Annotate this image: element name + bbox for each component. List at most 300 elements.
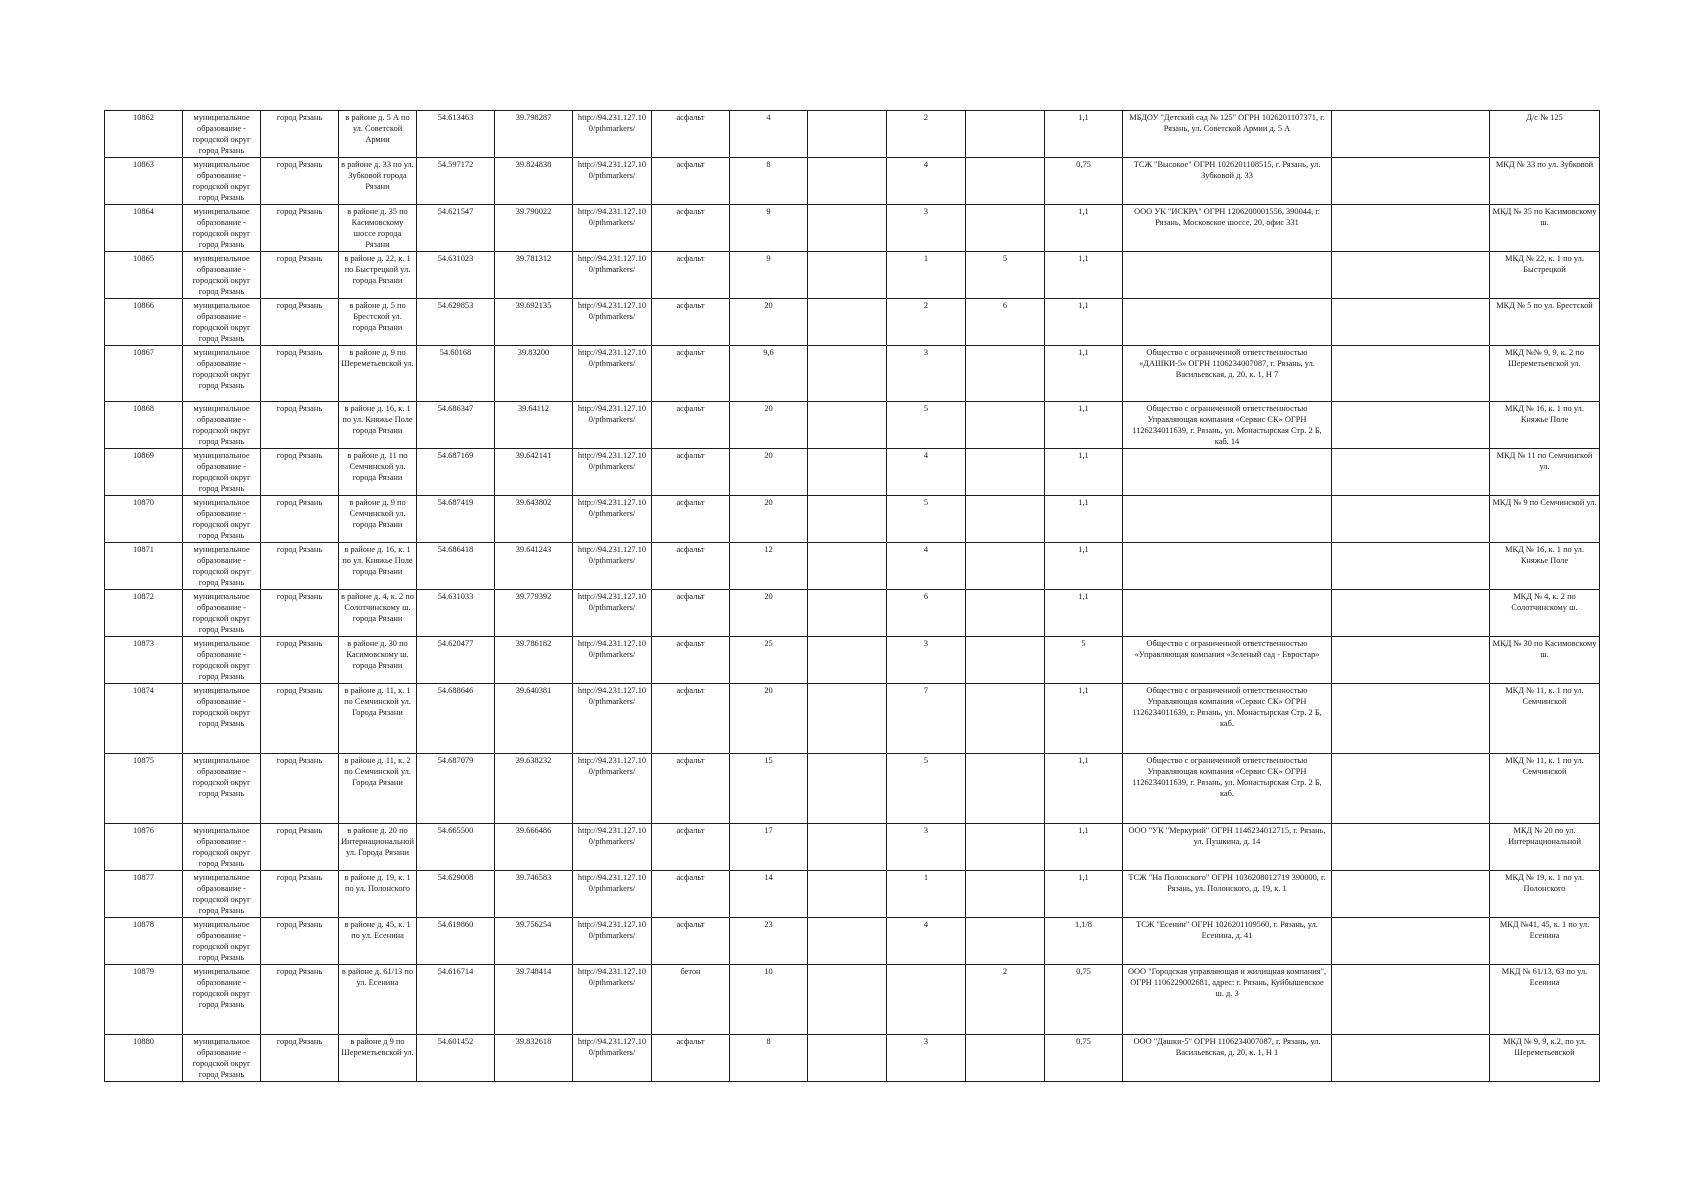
cell-owner <box>1123 449 1332 496</box>
table-row <box>105 965 1600 1035</box>
cell-id: 10867 <box>105 346 183 402</box>
cell-id: 10875 <box>105 754 183 824</box>
cell-address: в районе д. 30 по Касимовскому ш. города Рязани <box>339 637 417 684</box>
cell-source: МКД № 4, к. 2 по Солотчинскому ш. <box>1490 590 1600 637</box>
cell-id: 10879 <box>105 965 183 1035</box>
cell-col11: 5 <box>887 402 966 449</box>
cell-longitude: 39.692135 <box>495 299 573 346</box>
cell-col13: 5 <box>1045 637 1123 684</box>
cell-longitude: 39.642141 <box>495 449 573 496</box>
cell-id: 10874 <box>105 684 183 754</box>
cell-city: город Рязань <box>261 299 339 346</box>
table-row <box>105 402 1600 449</box>
cell-owner <box>1123 496 1332 543</box>
cell-col10 <box>808 918 887 965</box>
cell-address: в районе д. 5 по Брестской ул. города Рязани <box>339 299 417 346</box>
cell-longitude: 39.781312 <box>495 252 573 299</box>
cell-col12 <box>966 824 1045 871</box>
cell-id: 10863 <box>105 158 183 205</box>
cell-source: МКД № 11 по Семчинской ул. <box>1490 449 1600 496</box>
cell-address: в районе д. 9 по Шереметьевской ул. <box>339 346 417 402</box>
cell-municipality: муниципальное образование - городской округ город Рязань <box>183 754 261 824</box>
table-row <box>105 1035 1600 1082</box>
cell-address: в районе д. 20 по Интернациональной ул. Города Рязани <box>339 824 417 871</box>
cell-source: МКД №41, 45, к. 1 по ул. Есенина <box>1490 918 1600 965</box>
cell-owner: ТСЖ "Есенин" ОГРН 1026201109560, г. Рязань, ул. Есенина, д. 41 <box>1123 918 1332 965</box>
cell-id: 10872 <box>105 590 183 637</box>
table-body <box>105 111 1600 1082</box>
cell-municipality: муниципальное образование - городской округ город Рязань <box>183 1035 261 1082</box>
cell-area: 20 <box>730 496 808 543</box>
cell-col13: 0,75 <box>1045 1035 1123 1082</box>
cell-col13: 1,1 <box>1045 684 1123 754</box>
cell-col10 <box>808 871 887 918</box>
cell-municipality: муниципальное образование - городской округ город Рязань <box>183 684 261 754</box>
cell-longitude: 39.798287 <box>495 111 573 158</box>
cell-latitude: 54.616714 <box>417 965 495 1035</box>
cell-id: 10866 <box>105 299 183 346</box>
cell-owner: Общество с ограниченной ответственностью «Управляющая компания «Зеленый сад - Евростар» <box>1123 637 1332 684</box>
cell-city: город Рязань <box>261 754 339 824</box>
cell-owner <box>1123 590 1332 637</box>
cell-surface: асфальт <box>652 1035 730 1082</box>
cell-col12: 5 <box>966 252 1045 299</box>
cell-area: 4 <box>730 111 808 158</box>
cell-surface: асфальт <box>652 684 730 754</box>
table-row <box>105 205 1600 252</box>
cell-owner: ООО "Дашки-5" ОГРН 1106234007087, г. Рязань, ул. Васильевская, д. 20, к. 1, Н 1 <box>1123 1035 1332 1082</box>
cell-latitude: 54.629853 <box>417 299 495 346</box>
cell-city: город Рязань <box>261 252 339 299</box>
cell-col10 <box>808 496 887 543</box>
cell-owner: Общество с ограниченной ответственностью Управляющая компания «Сервис СК» ОГРН 1126234011639, г. Рязань, ул. Монастырская Стр. 2 Б, каб. <box>1123 754 1332 824</box>
cell-source: МКД № 9, 9, к.2, по ул. Шереметьевской <box>1490 1035 1600 1082</box>
cell-area: 20 <box>730 449 808 496</box>
table-row <box>105 158 1600 205</box>
cell-link: http://94.231.127.10 0/pthmarkers/ <box>573 299 652 346</box>
cell-col12 <box>966 684 1045 754</box>
cell-id: 10862 <box>105 111 183 158</box>
table-row <box>105 111 1600 158</box>
cell-col15 <box>1332 205 1490 252</box>
cell-municipality: муниципальное образование - городской округ город Рязань <box>183 637 261 684</box>
cell-latitude: 54.620477 <box>417 637 495 684</box>
table-row <box>105 299 1600 346</box>
cell-address: в районе д. 11, к. 1 по Семчинской ул. Города Рязани <box>339 684 417 754</box>
table-row <box>105 684 1600 754</box>
cell-municipality: муниципальное образование - городской округ город Рязань <box>183 824 261 871</box>
cell-municipality: муниципальное образование - городской округ город Рязань <box>183 918 261 965</box>
cell-latitude: 54.629008 <box>417 871 495 918</box>
cell-col15 <box>1332 918 1490 965</box>
cell-col11: 5 <box>887 496 966 543</box>
cell-surface: асфальт <box>652 111 730 158</box>
cell-latitude: 54.597172 <box>417 158 495 205</box>
cell-col12 <box>966 543 1045 590</box>
cell-col13: 1,1 <box>1045 111 1123 158</box>
cell-city: город Рязань <box>261 637 339 684</box>
cell-address: в районе д. 33 по ул. Зубковой города Рязани <box>339 158 417 205</box>
cell-col13: 1,1 <box>1045 205 1123 252</box>
cell-surface: асфальт <box>652 496 730 543</box>
cell-link: http://94.231.127.10 0/pthmarkers/ <box>573 346 652 402</box>
cell-surface: асфальт <box>652 754 730 824</box>
cell-id: 10868 <box>105 402 183 449</box>
cell-surface: асфальт <box>652 871 730 918</box>
cell-col11: 5 <box>887 754 966 824</box>
cell-col12 <box>966 158 1045 205</box>
cell-city: город Рязань <box>261 543 339 590</box>
cell-col13: 1,1 <box>1045 402 1123 449</box>
cell-address: в районе д. 11, к. 2 по Семчинской ул. Города Рязани <box>339 754 417 824</box>
cell-address: в районе д. 35 по Касимовскому шоссе города Рязани <box>339 205 417 252</box>
cell-col11: 1 <box>887 871 966 918</box>
cell-source: МКД № 9 по Семчинской ул. <box>1490 496 1600 543</box>
cell-longitude: 39.824838 <box>495 158 573 205</box>
cell-link: http://94.231.127.10 0/pthmarkers/ <box>573 637 652 684</box>
cell-col10 <box>808 590 887 637</box>
cell-col12 <box>966 111 1045 158</box>
cell-source: МКД № 22, к. 1 по ул. Быстрецкой <box>1490 252 1600 299</box>
cell-city: город Рязань <box>261 918 339 965</box>
cell-source: МКД № 30 по Касимовскому ш. <box>1490 637 1600 684</box>
cell-col10 <box>808 637 887 684</box>
cell-area: 9 <box>730 252 808 299</box>
cell-source: МКД № 11, к. 1 по ул. Семчинской <box>1490 754 1600 824</box>
cell-col15 <box>1332 590 1490 637</box>
cell-owner <box>1123 543 1332 590</box>
cell-surface: асфальт <box>652 299 730 346</box>
cell-id: 10880 <box>105 1035 183 1082</box>
cell-city: город Рязань <box>261 871 339 918</box>
cell-col11: 2 <box>887 111 966 158</box>
cell-col13: 1,1 <box>1045 824 1123 871</box>
cell-area: 23 <box>730 918 808 965</box>
cell-owner: ТСЖ "На Полонского" ОГРН 1036208012719 390000, г. Рязань, ул. Полонского, д. 19, к. 1 <box>1123 871 1332 918</box>
cell-col12 <box>966 871 1045 918</box>
cell-owner: ООО УК "ИСКРА" ОГРН 1206200001556, 390044, г. Рязань, Московское шоссе, 20, офис 331 <box>1123 205 1332 252</box>
cell-id: 10878 <box>105 918 183 965</box>
cell-latitude: 54.619860 <box>417 918 495 965</box>
cell-col15 <box>1332 346 1490 402</box>
cell-longitude: 39.832618 <box>495 1035 573 1082</box>
cell-link: http://94.231.127.10 0/pthmarkers/ <box>573 205 652 252</box>
cell-col10 <box>808 158 887 205</box>
cell-col15 <box>1332 252 1490 299</box>
cell-address: в районе д. 5 А по ул. Советской Армии <box>339 111 417 158</box>
cell-owner: Общество с ограниченной ответственностью «ДАШКИ-5» ОГРН 1106234007087, г. Рязань, ул. Васильевская, д. 20, к. 1, Н 7 <box>1123 346 1332 402</box>
cell-municipality: муниципальное образование - городской округ город Рязань <box>183 965 261 1035</box>
table-row <box>105 252 1600 299</box>
cell-col15 <box>1332 449 1490 496</box>
cell-city: город Рязань <box>261 346 339 402</box>
cell-municipality: муниципальное образование - городской округ город Рязань <box>183 346 261 402</box>
cell-col11: 4 <box>887 543 966 590</box>
cell-col15 <box>1332 543 1490 590</box>
cell-owner <box>1123 299 1332 346</box>
cell-link: http://94.231.127.10 0/pthmarkers/ <box>573 111 652 158</box>
cell-source: МКД № 11, к. 1 по ул. Семчинской <box>1490 684 1600 754</box>
cell-col13: 1,1 <box>1045 252 1123 299</box>
table-row <box>105 496 1600 543</box>
cell-surface: асфальт <box>652 543 730 590</box>
cell-municipality: муниципальное образование - городской округ город Рязань <box>183 543 261 590</box>
cell-municipality: муниципальное образование - городской округ город Рязань <box>183 402 261 449</box>
cell-owner: ООО "УК "Меркурий" ОГРН 1146234012715, г. Рязань, ул. Пушкина, д. 14 <box>1123 824 1332 871</box>
cell-link: http://94.231.127.10 0/pthmarkers/ <box>573 965 652 1035</box>
cell-col15 <box>1332 1035 1490 1082</box>
cell-area: 8 <box>730 1035 808 1082</box>
cell-city: город Рязань <box>261 111 339 158</box>
cell-area: 25 <box>730 637 808 684</box>
cell-longitude: 39.748414 <box>495 965 573 1035</box>
cell-longitude: 39.790022 <box>495 205 573 252</box>
cell-col10 <box>808 754 887 824</box>
cell-owner: ТСЖ "Высокое" ОГРН 1026201108515, г. Рязань, ул. Зубковой д. 33 <box>1123 158 1332 205</box>
cell-latitude: 54.613463 <box>417 111 495 158</box>
cell-municipality: муниципальное образование - городской округ город Рязань <box>183 871 261 918</box>
table-row <box>105 637 1600 684</box>
cell-col15 <box>1332 824 1490 871</box>
cell-latitude: 54.60168 <box>417 346 495 402</box>
cell-col10 <box>808 205 887 252</box>
cell-longitude: 39.666486 <box>495 824 573 871</box>
cell-city: город Рязань <box>261 449 339 496</box>
cell-owner <box>1123 252 1332 299</box>
cell-col11: 6 <box>887 590 966 637</box>
cell-col11: 3 <box>887 1035 966 1082</box>
table-row <box>105 543 1600 590</box>
cell-municipality: муниципальное образование - городской округ город Рязань <box>183 449 261 496</box>
cell-area: 14 <box>730 871 808 918</box>
cell-municipality: муниципальное образование - городской округ город Рязань <box>183 590 261 637</box>
cell-col15 <box>1332 111 1490 158</box>
cell-col10 <box>808 402 887 449</box>
cell-city: город Рязань <box>261 158 339 205</box>
cell-surface: асфальт <box>652 590 730 637</box>
cell-col11: 7 <box>887 684 966 754</box>
cell-area: 20 <box>730 590 808 637</box>
cell-address: в районе д. 45, к. 1 по ул. Есенина <box>339 918 417 965</box>
table-row <box>105 871 1600 918</box>
cell-col10 <box>808 299 887 346</box>
cell-col10 <box>808 684 887 754</box>
cell-municipality: муниципальное образование - городской округ город Рязань <box>183 496 261 543</box>
cell-link: http://94.231.127.10 0/pthmarkers/ <box>573 871 652 918</box>
cell-city: город Рязань <box>261 824 339 871</box>
cell-col10 <box>808 965 887 1035</box>
cell-address: в районе д. 19, к. 1 по ул. Полонского <box>339 871 417 918</box>
cell-link: http://94.231.127.10 0/pthmarkers/ <box>573 824 652 871</box>
cell-owner: Общество с ограниченной ответственностью Управляющая компания «Сервис СК» ОГРН 1126234011639, г. Рязань, ул. Монастырская Стр. 2 Б, каб. 14 <box>1123 402 1332 449</box>
cell-address: в районе д. 22, к. 1 по Быстрецкой ул. города Рязани <box>339 252 417 299</box>
cell-city: город Рязань <box>261 590 339 637</box>
cell-longitude: 39.64112 <box>495 402 573 449</box>
cell-longitude: 39.779392 <box>495 590 573 637</box>
cell-col11: 3 <box>887 346 966 402</box>
cell-latitude: 54.665500 <box>417 824 495 871</box>
cell-city: город Рязань <box>261 205 339 252</box>
cell-col13: 1,1 <box>1045 346 1123 402</box>
cell-source: МКД № 16, к. 1 по ул. Княжье Поле <box>1490 543 1600 590</box>
cell-area: 20 <box>730 684 808 754</box>
table-row <box>105 918 1600 965</box>
cell-area: 15 <box>730 754 808 824</box>
cell-link: http://94.231.127.10 0/pthmarkers/ <box>573 684 652 754</box>
cell-surface: асфальт <box>652 637 730 684</box>
cell-col13: 0,75 <box>1045 158 1123 205</box>
cell-longitude: 39.746583 <box>495 871 573 918</box>
table-row <box>105 346 1600 402</box>
cell-col10 <box>808 346 887 402</box>
table-row <box>105 590 1600 637</box>
cell-source: МКД № 35 по Касимовскому ш. <box>1490 205 1600 252</box>
cell-latitude: 54.686418 <box>417 543 495 590</box>
cell-col13: 1,1 <box>1045 543 1123 590</box>
cell-id: 10869 <box>105 449 183 496</box>
cell-link: http://94.231.127.10 0/pthmarkers/ <box>573 543 652 590</box>
cell-address: в районе д 9 по Шереметьевской ул. <box>339 1035 417 1082</box>
cell-id: 10865 <box>105 252 183 299</box>
cell-col13: 1,1 <box>1045 871 1123 918</box>
table-row <box>105 824 1600 871</box>
cell-col15 <box>1332 299 1490 346</box>
cell-latitude: 54.687169 <box>417 449 495 496</box>
cell-area: 9 <box>730 205 808 252</box>
cell-id: 10873 <box>105 637 183 684</box>
cell-col11: 3 <box>887 637 966 684</box>
cell-source: МКД №№ 9, 9, к. 2 по Шереметьевской ул. <box>1490 346 1600 402</box>
cell-surface: асфальт <box>652 824 730 871</box>
cell-address: в районе д. 11 по Семчинской ул. города Рязани <box>339 449 417 496</box>
cell-municipality: муниципальное образование - городской округ город Рязань <box>183 111 261 158</box>
cell-area: 10 <box>730 965 808 1035</box>
cell-link: http://94.231.127.10 0/pthmarkers/ <box>573 158 652 205</box>
cell-surface: асфальт <box>652 402 730 449</box>
cell-municipality: муниципальное образование - городской округ город Рязань <box>183 252 261 299</box>
cell-col13: 1,1 <box>1045 590 1123 637</box>
cell-longitude: 39.83200 <box>495 346 573 402</box>
cell-longitude: 39.756254 <box>495 918 573 965</box>
cell-latitude: 54.687419 <box>417 496 495 543</box>
cell-col15 <box>1332 754 1490 824</box>
cell-col13: 1,1 <box>1045 449 1123 496</box>
cell-owner: Общество с ограниченной ответственностью Управляющая компания «Сервис СК» ОГРН 1126234011639, г. Рязань, ул. Монастырская Стр. 2 Б, каб. <box>1123 684 1332 754</box>
cell-link: http://94.231.127.10 0/pthmarkers/ <box>573 918 652 965</box>
cell-col13: 1,1 <box>1045 754 1123 824</box>
cell-source: МКД № 5 по ул. Брестской <box>1490 299 1600 346</box>
cell-latitude: 54.687079 <box>417 754 495 824</box>
cell-col12: 2 <box>966 965 1045 1035</box>
cell-col13: 1,1/8 <box>1045 918 1123 965</box>
cell-id: 10864 <box>105 205 183 252</box>
cell-surface: асфальт <box>652 252 730 299</box>
cell-col12 <box>966 449 1045 496</box>
cell-city: город Рязань <box>261 402 339 449</box>
table-row <box>105 449 1600 496</box>
cell-col10 <box>808 543 887 590</box>
cell-link: http://94.231.127.10 0/pthmarkers/ <box>573 402 652 449</box>
cell-link: http://94.231.127.10 0/pthmarkers/ <box>573 1035 652 1082</box>
cell-col15 <box>1332 871 1490 918</box>
cell-area: 20 <box>730 299 808 346</box>
cell-col13: 1,1 <box>1045 496 1123 543</box>
cell-link: http://94.231.127.10 0/pthmarkers/ <box>573 590 652 637</box>
cell-address: в районе д. 16, к. 1 по ул. Княжье Поле города Рязани <box>339 543 417 590</box>
cell-id: 10871 <box>105 543 183 590</box>
cell-source: МКД № 61/13, 63 по ул. Есенина <box>1490 965 1600 1035</box>
cell-col12 <box>966 590 1045 637</box>
cell-col11: 3 <box>887 205 966 252</box>
cell-surface: асфальт <box>652 346 730 402</box>
data-table <box>104 110 1600 1082</box>
cell-source: МКД № 16, к. 1 по ул. Княжье Поле <box>1490 402 1600 449</box>
cell-area: 9,6 <box>730 346 808 402</box>
cell-col15 <box>1332 402 1490 449</box>
cell-col12 <box>966 346 1045 402</box>
cell-col11: 4 <box>887 158 966 205</box>
cell-owner: МБДОУ "Детский сад № 125" ОГРН 1026201107371, г. Рязань, ул. Советской Армии д. 5 А <box>1123 111 1332 158</box>
cell-surface: асфальт <box>652 205 730 252</box>
cell-col11 <box>887 965 966 1035</box>
cell-area: 20 <box>730 402 808 449</box>
cell-latitude: 54.601452 <box>417 1035 495 1082</box>
cell-col12 <box>966 205 1045 252</box>
cell-latitude: 54.688646 <box>417 684 495 754</box>
cell-col12 <box>966 496 1045 543</box>
cell-municipality: муниципальное образование - городской округ город Рязань <box>183 158 261 205</box>
cell-latitude: 54.621547 <box>417 205 495 252</box>
cell-municipality: муниципальное образование - городской округ город Рязань <box>183 299 261 346</box>
cell-id: 10870 <box>105 496 183 543</box>
cell-col15 <box>1332 496 1490 543</box>
cell-col10 <box>808 824 887 871</box>
cell-col11: 3 <box>887 824 966 871</box>
cell-surface: асфальт <box>652 918 730 965</box>
cell-longitude: 39.643802 <box>495 496 573 543</box>
cell-col11: 4 <box>887 449 966 496</box>
cell-municipality: муниципальное образование - городской округ город Рязань <box>183 205 261 252</box>
cell-col11: 4 <box>887 918 966 965</box>
cell-link: http://94.231.127.10 0/pthmarkers/ <box>573 496 652 543</box>
cell-source: Д/с № 125 <box>1490 111 1600 158</box>
cell-col13: 0,75 <box>1045 965 1123 1035</box>
cell-longitude: 39.638232 <box>495 754 573 824</box>
cell-address: в районе д. 4, к. 2 по Солотчинскому ш. города Рязани <box>339 590 417 637</box>
cell-link: http://94.231.127.10 0/pthmarkers/ <box>573 754 652 824</box>
cell-city: город Рязань <box>261 684 339 754</box>
cell-city: город Рязань <box>261 965 339 1035</box>
cell-link: http://94.231.127.10 0/pthmarkers/ <box>573 449 652 496</box>
cell-source: МКД № 33 по ул. Зубковой <box>1490 158 1600 205</box>
cell-col15 <box>1332 965 1490 1035</box>
cell-col12 <box>966 637 1045 684</box>
cell-latitude: 54.686347 <box>417 402 495 449</box>
table-row <box>105 754 1600 824</box>
cell-col10 <box>808 111 887 158</box>
cell-col15 <box>1332 684 1490 754</box>
cell-col10 <box>808 252 887 299</box>
cell-col12: 6 <box>966 299 1045 346</box>
cell-area: 12 <box>730 543 808 590</box>
cell-col10 <box>808 1035 887 1082</box>
cell-id: 10877 <box>105 871 183 918</box>
cell-link: http://94.231.127.10 0/pthmarkers/ <box>573 252 652 299</box>
cell-col11: 1 <box>887 252 966 299</box>
cell-address: в районе д. 9 по Семчинской ул. города Рязани <box>339 496 417 543</box>
cell-address: в районе д. 61/13 по ул. Есенина <box>339 965 417 1035</box>
cell-source: МКД № 19, к. 1 по ул. Полонского <box>1490 871 1600 918</box>
